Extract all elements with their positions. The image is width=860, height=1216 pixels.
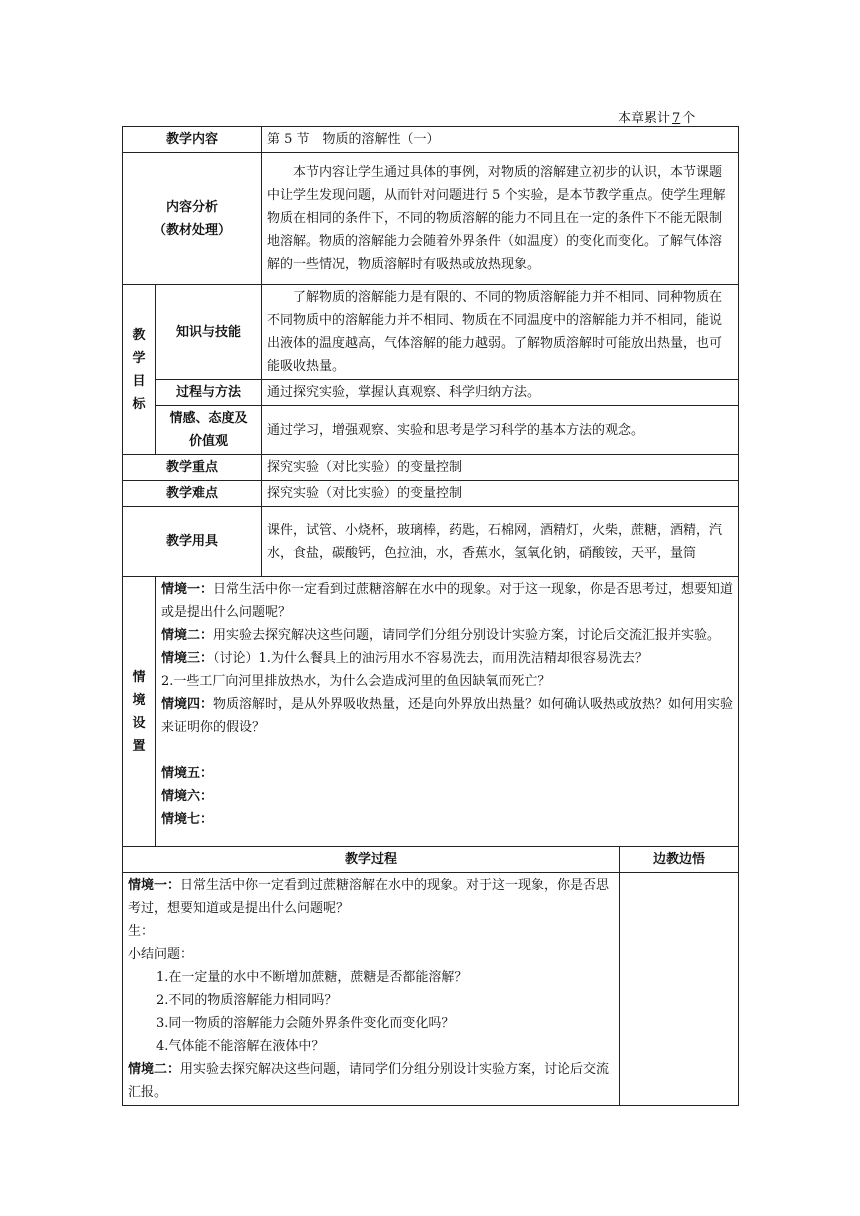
process-content-row [123,873,739,1106]
attitude-label-line2: 价值观 [189,434,229,449]
content-analysis-label-line1: 内容分析 [166,199,219,215]
knowledge-skills-text: 了解物质的溶解能力是有限的、不同的物质溶解能力并不相同、同种物质在不同物质中的溶解能力并不相同、物质在不同温度中的溶解能力并不相同，能说出液体的温度越高，气体溶解的能力越弱。了解物质溶解时可能放出热量，也可能吸收热量。 [262,285,739,380]
chapter-count-note [618,107,695,126]
difficulty-row [123,481,739,507]
chapter-count-value: 7 [672,111,681,126]
teaching-goals-label: 教 学 目 标 [123,285,156,455]
process-method-text: 通过探究实验，掌握认真观察、科学归纳方法。 [262,380,739,406]
scenario-3-label: 情境三： [161,651,214,666]
key-point-row [123,455,739,481]
scenario-1-text: 日常生活中你一定看到过蔗糖溶解在水中的现象。对于这一现象，你是否思考过，想要知道或是提出什么问题呢？ [161,582,734,620]
content-analysis-row [123,153,739,285]
scenario-3-line2: 2.一些工厂向河里排放热水，为什么会造成河里的鱼因缺氧而死亡？ [161,674,551,689]
difficulty-value: 探究实验（对比实验）的变量控制 [262,481,739,507]
process-method-label: 过程与方法 [156,380,262,406]
reflection-cell [620,873,739,1106]
teaching-content-label: 教学内容 [123,127,262,153]
chapter-count-suffix: 个 [682,111,696,126]
lesson-plan-table [122,126,739,1106]
content-analysis-label [123,153,262,285]
content-analysis-text: 本节内容让学生通过具体的事例，对物质的溶解建立初步的认识，本节课题中让学生发现问题，从而针对问题进行 5 个实验，是本节教学重点。使学生理解物质在相同的条件下，不同的物质溶解的能力不同且在一定的条件下不能无限制地溶解。物质的溶解能力会随着外界条件（如温度）的变化而变化。了解气体溶解的一些情况，物质溶解时有吸热或放热现象。 [262,153,739,285]
scenario-4-text: 物质溶解时，是从外界吸收热量，还是向外界放出热量？如何确认吸热或放热？如何用实验来证明你的假设？ [161,697,734,735]
chapter-count-prefix: 本章累计 [618,111,671,126]
reflection-header: 边教边悟 [620,847,739,873]
scenario-2-label: 情境二： [161,628,214,643]
attitude-label [156,406,262,455]
goal-knowledge-row [123,285,739,380]
scenario-1 [161,578,733,624]
goal-process-row [123,380,739,406]
tools-row [123,507,739,577]
question-4: 4.气体能不能溶解在液体中？ [156,1039,325,1054]
scenario-row [123,577,739,847]
teaching-content-row [123,127,739,153]
process-scenario-2 [128,1058,614,1104]
process-scenario-1 [128,874,614,920]
scenario-4-label: 情境四： [161,697,214,712]
question-3: 3.同一物质的溶解能力会随外界条件变化而变化吗？ [156,1016,455,1031]
question-1: 1.在一定量的水中不断增加蔗糖，蔗糖是否都能溶解？ [156,970,468,985]
scenario-4 [161,693,733,739]
knowledge-skills-label: 知识与技能 [156,285,262,380]
teaching-content-value: 第 5 节 物质的溶解性（一） [262,127,739,153]
scenario-5: 情境五： [161,766,214,781]
attitude-label-line1: 情感、态度及 [169,411,248,426]
tools-value: 课件，试管、小烧杯，玻璃棒，药匙，石棉网，酒精灯，火柴，蔗糖，酒精，汽水，食盐，碳酸钙，色拉油，水，香蕉水，氢氧化钠，硝酸铵，天平，量筒 [262,507,739,577]
summary-line: 小结问题： [128,947,194,962]
scenario-label: 情 境 设 置 [123,577,156,847]
teaching-process-header: 教学过程 [123,847,620,873]
difficulty-label: 教学难点 [123,481,262,507]
student-line: 生： [128,924,155,939]
content-analysis-label-line2: （教材处理） [153,222,232,238]
goal-attitude-row [123,406,739,455]
scenario-1-label: 情境一： [161,582,214,597]
scenario-content [156,577,739,847]
process-scenario-1-label: 情境一： [128,878,181,893]
scenario-3-text: （讨论）1.为什么餐具上的油污用水不容易洗去，而用洗洁精却很容易洗去？ [213,651,648,666]
attitude-text: 通过学习，增强观察、实验和思考是学习科学的基本方法的观念。 [262,406,739,455]
process-scenario-1-text: 日常生活中你一定看到过蔗糖溶解在水中的现象。对于这一现象，你是否思考过，想要知道或是提出什么问题呢？ [128,878,610,916]
scenario-6: 情境六： [161,789,214,804]
process-scenario-2-text: 用实验去探究解决这些问题，请同学们分组分别设计实验方案，讨论后交流汇报。 [128,1062,610,1100]
scenario-7: 情境七： [161,812,214,827]
question-2: 2.不同的物质溶解能力相同吗？ [156,993,338,1008]
key-point-value: 探究实验（对比实验）的变量控制 [262,455,739,481]
tools-label: 教学用具 [123,507,262,577]
scenario-spacer [161,739,733,762]
scenario-3 [161,647,733,670]
process-scenario-2-label: 情境二： [128,1062,181,1077]
scenario-2 [161,624,733,647]
teaching-process-content [123,873,620,1106]
key-point-label: 教学重点 [123,455,262,481]
process-header-row [123,847,739,873]
scenario-2-text: 用实验去探究解决这些问题，请同学们分组分别设计实验方案，讨论后交流汇报并实验。 [213,628,721,643]
